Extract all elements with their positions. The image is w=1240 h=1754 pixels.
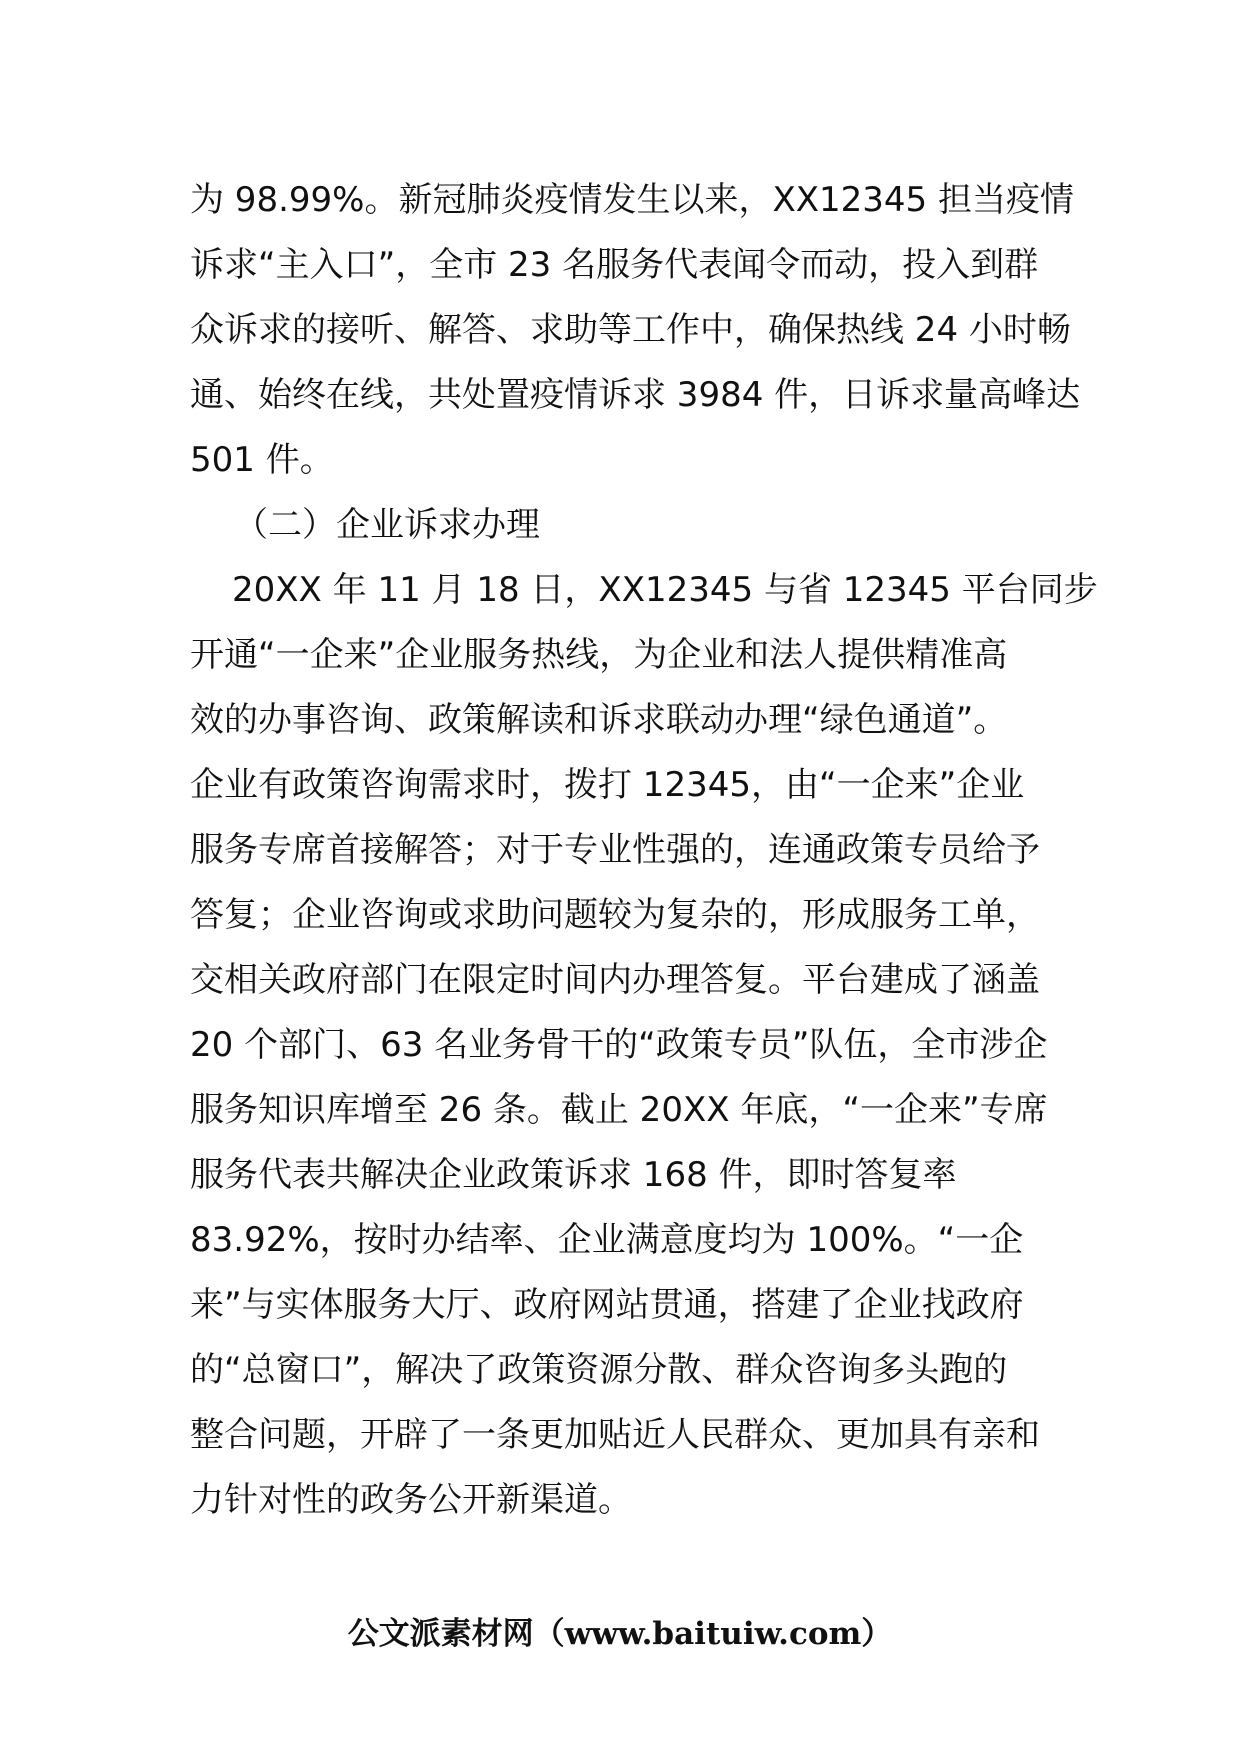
document-body (190, 168, 1098, 1533)
text-line: 力针对性的政务公开新渠道。 (190, 1480, 632, 1520)
text-line: 企业有政策咨询需求时，拨打 12345，由“一企来”企业 (190, 765, 1025, 805)
text-line: 整合问题，开辟了一条更加贴近人民群众、更加具有亲和 (190, 1415, 1040, 1455)
text-line: 答复；企业咨询或求助问题较为复杂的，形成服务工单， (190, 895, 1040, 935)
text-line: 诉求“主入口”，全市 23 名服务代表闻令而动，投入到群 (190, 245, 1039, 285)
footer-watermark: 公文派素材网（www.baituiw.com） (347, 1616, 893, 1652)
text-line: 83.92%，按时办结率、企业满意度均为 100%。“一企 (190, 1220, 1024, 1260)
text-line: 的“总窗口”，解决了政策资源分散、群众咨询多头跑的 (190, 1350, 1008, 1390)
text-line: 501 件。 (190, 440, 334, 480)
text-line: 来”与实体服务大厅、政府网站贯通，搭建了企业找政府 (190, 1285, 1024, 1325)
text-line: 服务专席首接解答；对于专业性强的，连通政策专员给予 (190, 830, 1040, 870)
text-line: 20XX 年 11 月 18 日，XX12345 与省 12345 平台同步 (232, 570, 1098, 610)
text-line: 服务知识库增至 26 条。截止 20XX 年底，“一企来”专席 (190, 1090, 1048, 1130)
section-heading: （二）企业诉求办理 (234, 505, 540, 545)
text-line: 服务代表共解决企业政策诉求 168 件，即时答复率 (190, 1155, 957, 1195)
text-line: 20 个部门、63 名业务骨干的“政策专员”队伍，全市涉企 (190, 1025, 1048, 1065)
text-line: 效的办事咨询、政策解读和诉求联动办理“绿色通道”。 (190, 700, 1008, 740)
text-line: 众诉求的接听、解答、求助等工作中，确保热线 24 小时畅 (190, 310, 1071, 350)
text-line: 开通“一企来”企业服务热线，为企业和法人提供精准高 (190, 635, 1008, 675)
text-line: 交相关政府部门在限定时间内办理答复。平台建成了涵盖 (190, 960, 1040, 1000)
text-line: 通、始终在线，共处置疫情诉求 3984 件，日诉求量高峰达 (190, 375, 1081, 415)
text-line: 为 98.99%。新冠肺炎疫情发生以来，XX12345 担当疫情 (190, 180, 1074, 220)
